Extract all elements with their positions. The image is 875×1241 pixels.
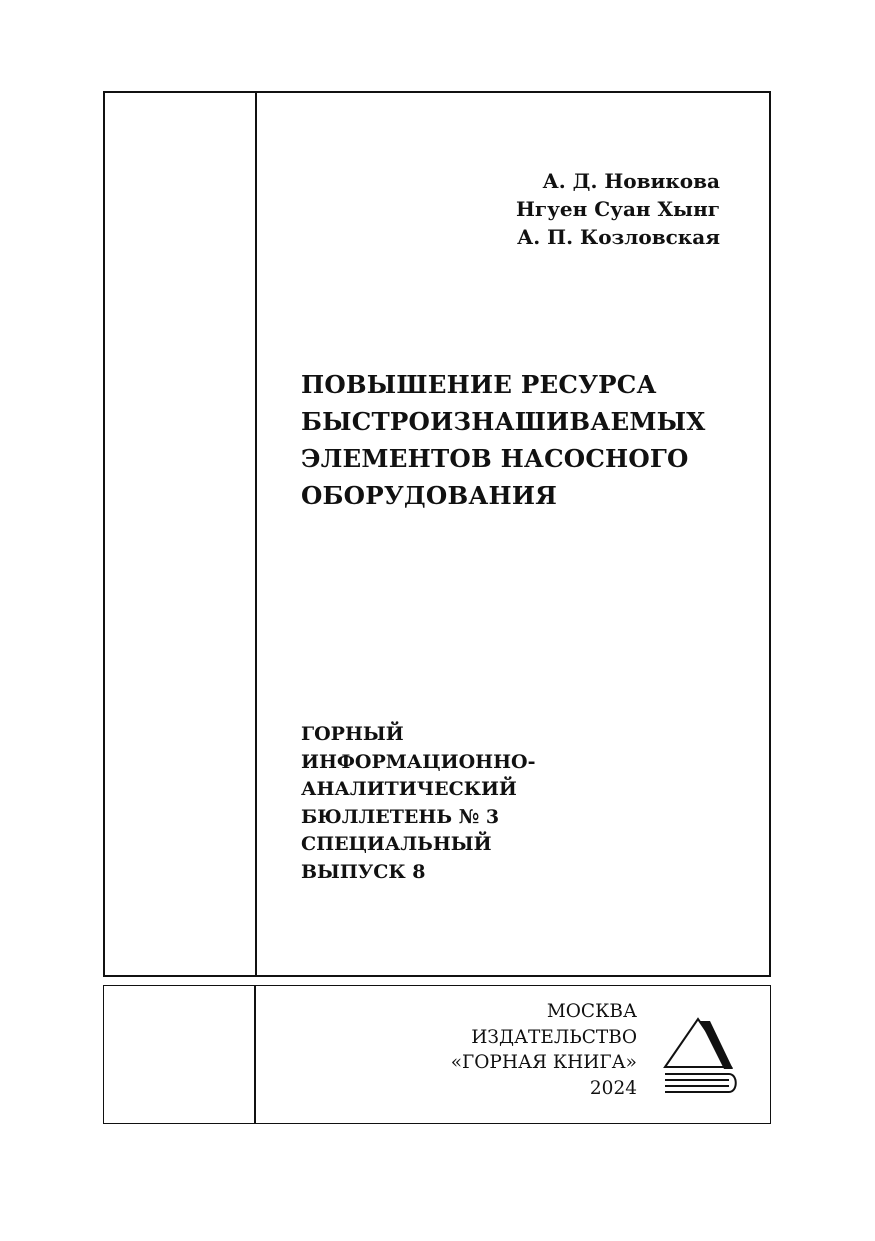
publisher-city: МОСКВА <box>546 1001 637 1022</box>
publisher-name: «ГОРНАЯ КНИГА» <box>450 1052 637 1073</box>
frame-divider-line <box>255 93 257 975</box>
publisher-frame <box>103 985 771 1124</box>
author-name: А. П. Козловская <box>516 225 720 249</box>
author-name: Нгуен Суан Хынг <box>515 197 720 221</box>
publication-year: 2024 <box>589 1077 637 1099</box>
mountain-book-icon <box>662 1017 738 1095</box>
author-name: А. Д. Новикова <box>542 169 720 193</box>
frame-divider-line <box>254 986 256 1123</box>
book-title: ПОВЫШЕНИЕ РЕСУРСА БЫСТРОИЗНАШИВАЕМЫХ ЭЛЕМЕНТОВ НАСОСНОГО ОБОРУДОВАНИЯ <box>301 370 706 510</box>
author-list <box>516 167 720 251</box>
title-page-frame <box>103 91 771 977</box>
series-name: ГОРНЫЙ ИНФОРМАЦИОННО- АНАЛИТИЧЕСКИЙ БЮЛЛЕТЕНЬ № 3 СПЕЦИАЛЬНЫЙ ВЫПУСК 8 <box>301 723 536 883</box>
publisher-block <box>451 999 637 1101</box>
publisher-house: ИЗДАТЕЛЬСТВО <box>471 1026 637 1048</box>
